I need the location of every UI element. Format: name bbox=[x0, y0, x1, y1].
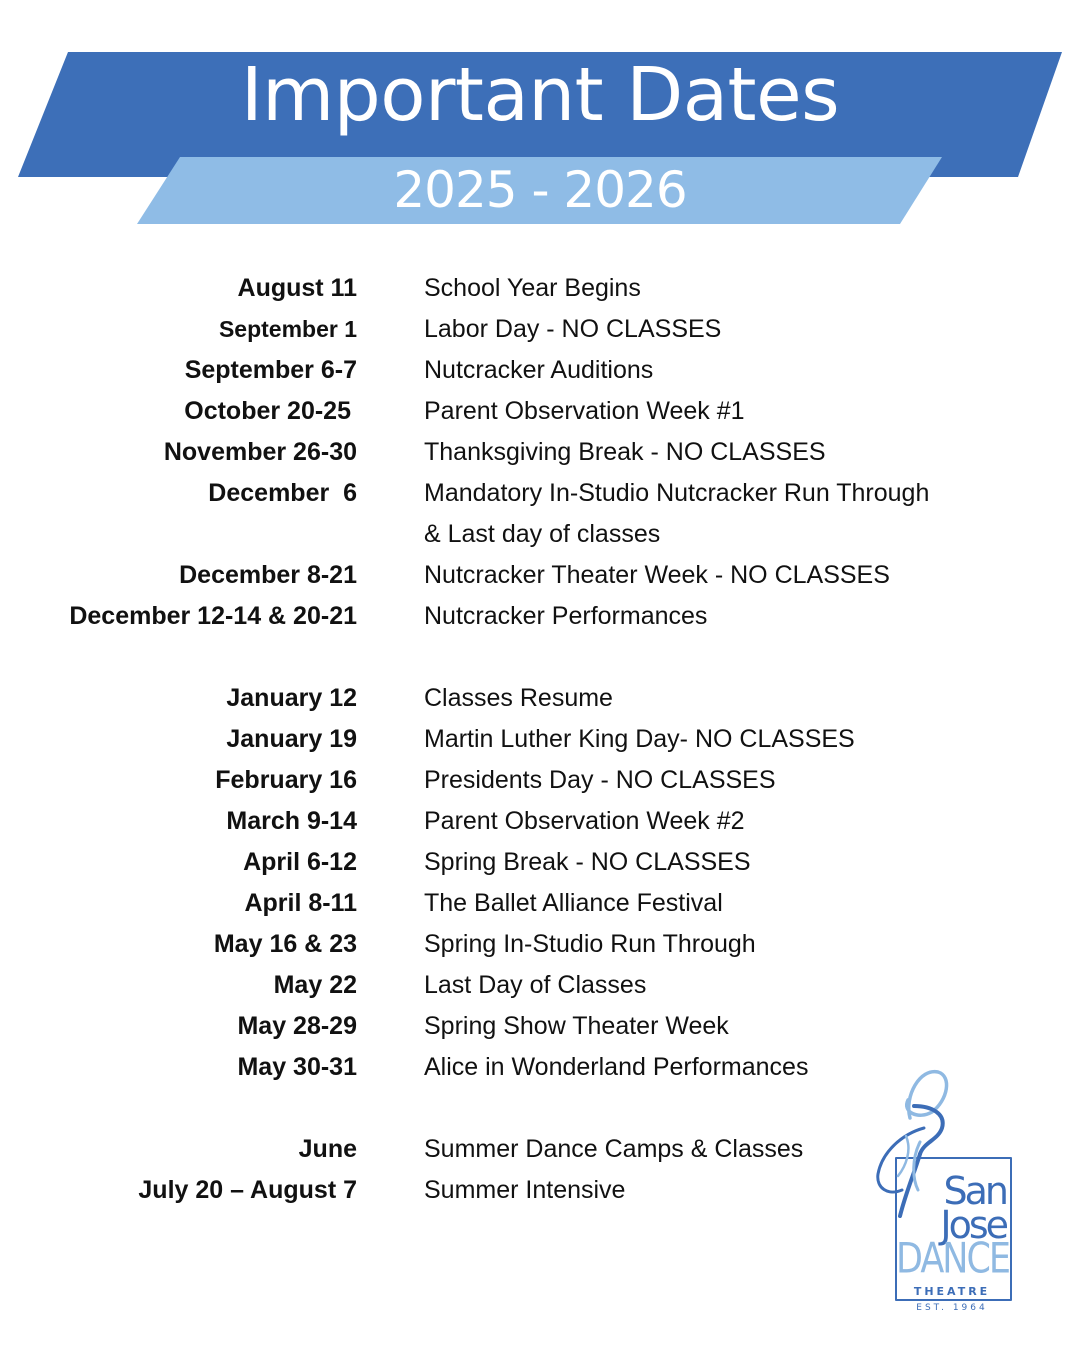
schedule-event: Last Day of Classes bbox=[424, 971, 647, 999]
schedule-event: Parent Observation Week #1 bbox=[424, 397, 745, 425]
schedule-date: March 9-14 bbox=[226, 807, 357, 835]
schedule-row bbox=[0, 268, 1080, 309]
section-spacer bbox=[0, 637, 1080, 678]
schedule-date: May 16 & 23 bbox=[213, 930, 357, 958]
schedule-row bbox=[0, 924, 1080, 965]
schedule-date: August 11 bbox=[237, 274, 357, 302]
schedule-row bbox=[0, 350, 1080, 391]
schedule-event: Spring Show Theater Week bbox=[424, 1012, 729, 1040]
schedule-date: September 6-7 bbox=[184, 356, 357, 384]
schedule-row bbox=[0, 842, 1080, 883]
logo-text-established: EST. 1964 bbox=[916, 1303, 988, 1313]
logo-text-jose: Jose bbox=[940, 1203, 1006, 1247]
schedule-event: Spring Break - NO CLASSES bbox=[424, 848, 751, 876]
schedule-date: May 28-29 bbox=[237, 1012, 357, 1040]
schedule-date: May 30-31 bbox=[237, 1053, 357, 1081]
schedule-row bbox=[0, 391, 1080, 432]
schedule-date: January 19 bbox=[226, 725, 357, 753]
schedule-date: April 8-11 bbox=[244, 889, 357, 917]
page-subtitle: 2025 - 2026 bbox=[393, 161, 687, 219]
schedule-row bbox=[0, 432, 1080, 473]
schedule-date: February 16 bbox=[215, 766, 357, 794]
schedule-row bbox=[0, 473, 1080, 514]
schedule-event: Labor Day - NO CLASSES bbox=[424, 315, 722, 343]
schedule-row bbox=[0, 596, 1080, 637]
schedule-event: The Ballet Alliance Festival bbox=[424, 889, 723, 917]
logo-text-san: San bbox=[943, 1169, 1006, 1213]
logo-text-theatre: THEATRE bbox=[913, 1285, 991, 1298]
schedule-row bbox=[0, 719, 1080, 760]
schedule-event: Nutcracker Auditions bbox=[424, 356, 654, 384]
schedule-row bbox=[0, 555, 1080, 596]
schedule-row bbox=[0, 883, 1080, 924]
schedule-date: April 6-12 bbox=[243, 848, 357, 876]
san-jose-dance-theatre-logo bbox=[868, 1066, 1018, 1318]
schedule-row bbox=[0, 309, 1080, 350]
schedule-row bbox=[0, 965, 1080, 1006]
schedule-event: Spring In-Studio Run Through bbox=[424, 930, 756, 958]
schedule-date: December 6 bbox=[208, 479, 357, 507]
schedule-date: May 22 bbox=[273, 971, 357, 999]
schedule-event: Nutcracker Performances bbox=[424, 602, 708, 630]
schedule-event: Martin Luther King Day- NO CLASSES bbox=[424, 725, 855, 753]
schedule-date: June bbox=[298, 1135, 357, 1163]
schedule-event: Summer Dance Camps & Classes bbox=[424, 1135, 804, 1163]
schedule-event: Presidents Day - NO CLASSES bbox=[424, 766, 776, 794]
schedule-row bbox=[0, 678, 1080, 719]
schedule-event: Nutcracker Theater Week - NO CLASSES bbox=[424, 561, 890, 589]
schedule-date: December 8-21 bbox=[179, 561, 357, 589]
schedule-date: July 20 – August 7 bbox=[138, 1176, 357, 1204]
schedule-date: January 12 bbox=[226, 684, 357, 712]
schedule-row bbox=[0, 514, 1080, 555]
logo-text-dance: DANCE bbox=[896, 1235, 1010, 1284]
schedule-date: November 26-30 bbox=[163, 438, 357, 466]
schedule-date: October 20-25 bbox=[184, 397, 351, 425]
schedule-row bbox=[0, 1006, 1080, 1047]
schedule-event: School Year Begins bbox=[424, 274, 641, 302]
schedule-event: Alice in Wonderland Performances bbox=[424, 1053, 809, 1081]
schedule-date: September 1 bbox=[218, 316, 357, 342]
schedule-event: Thanksgiving Break - NO CLASSES bbox=[424, 438, 826, 466]
schedule-date: December 12-14 & 20-21 bbox=[69, 602, 357, 630]
schedule-event: Parent Observation Week #2 bbox=[424, 807, 745, 835]
schedule-event: Classes Resume bbox=[424, 684, 613, 712]
schedule-row bbox=[0, 801, 1080, 842]
schedule-row bbox=[0, 760, 1080, 801]
header-banner bbox=[0, 0, 1080, 240]
schedule-event: & Last day of classes bbox=[424, 520, 661, 548]
schedule-event: Mandatory In-Studio Nutcracker Run Through bbox=[424, 479, 930, 507]
page-title: Important Dates bbox=[240, 52, 840, 138]
schedule-event: Summer Intensive bbox=[424, 1176, 626, 1204]
